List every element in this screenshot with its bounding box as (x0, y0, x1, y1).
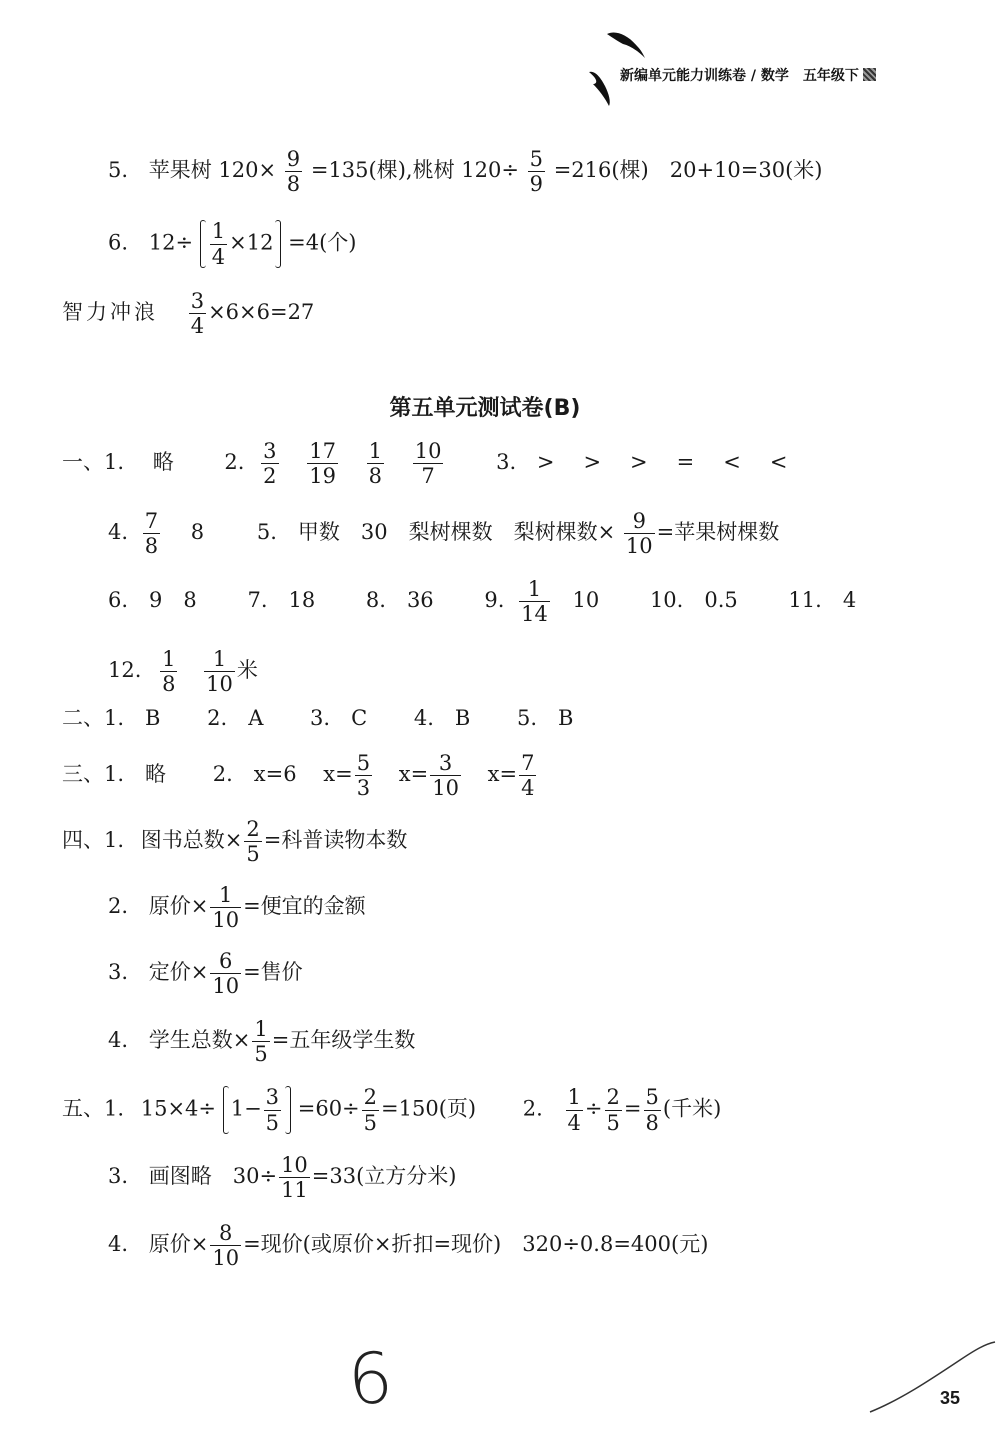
fraction: $\frac{1}{5}$ (254, 1017, 268, 1067)
fraction: $\frac{2}{5}$ (246, 817, 260, 867)
left-paren (200, 220, 206, 268)
s5-text: =150(页) (381, 1096, 477, 1121)
fraction: $\frac{5}{8}$ (645, 1085, 659, 1135)
s4-text: =便宜的金额 (243, 894, 366, 919)
s5-text: 画图略 30÷ (148, 1164, 278, 1189)
s1-row-2 (108, 510, 779, 557)
q5-label: 5. (108, 158, 129, 183)
s4-row-3 (108, 950, 303, 997)
q5-text-c: =216(棵) 20+10=30(米) (553, 158, 823, 183)
s5-text: 原价× (148, 1232, 209, 1257)
s2-text: 4. B (413, 706, 471, 730)
fraction: $\frac{2}{5}$ (606, 1085, 620, 1135)
right-paren (275, 220, 281, 268)
q5-text-a: 苹果树 120× (148, 158, 277, 183)
s1-text: 6. 9 8 (108, 588, 197, 613)
page-curve-decoration (860, 1340, 1000, 1420)
s1-text: 8. 36 (365, 588, 434, 613)
page-number: 35 (940, 1388, 961, 1408)
fraction: $\frac{10}{11}$ (281, 1153, 308, 1203)
s4-row-4 (108, 1018, 415, 1065)
fraction: $\frac{1}{8}$ (368, 439, 383, 489)
fraction: $\frac{2}{5}$ (363, 1085, 378, 1135)
fraction: $\frac{1}{4}$ (211, 219, 226, 269)
fraction: $\frac{1}{8}$ (162, 647, 176, 697)
q6-text-b: ×12 (229, 230, 274, 255)
s4-text: 原价× (148, 894, 209, 919)
s5-text: = (623, 1096, 642, 1121)
s4-text: 学生总数× (148, 1028, 251, 1053)
s1-text: > > > = < < (536, 450, 792, 475)
q6-text-c: =4(个) (288, 230, 357, 255)
s1-text: =苹果树棵数 (656, 520, 780, 545)
q6-text-a: 12÷ (148, 230, 194, 255)
fraction: $\frac{7}{8}$ (144, 509, 159, 559)
s3-text: x= (398, 762, 429, 787)
right-paren (285, 1086, 291, 1134)
s4-text: 3. (108, 960, 129, 985)
s1-text: 4. (108, 520, 129, 545)
fraction: $\frac{10}{7}$ (414, 439, 442, 489)
fraction: $\frac{3}{2}$ (263, 439, 277, 489)
s5-row-3 (108, 1154, 457, 1201)
s5-row-4 (108, 1222, 708, 1269)
fraction: $\frac{5}{9}$ (529, 147, 543, 197)
s1-row-4 (108, 648, 258, 695)
s3-row (62, 752, 538, 799)
fraction: $\frac{1}{14}$ (521, 577, 548, 627)
section-title: 第五单元测试卷(B) (389, 396, 581, 421)
fraction: $\frac{6}{10}$ (212, 949, 240, 999)
fraction: $\frac{1}{4}$ (567, 1085, 581, 1135)
s5-text: =现价(或原价×折扣=现价) 320÷0.8=400(元) (243, 1232, 709, 1257)
s5-text: 1− (230, 1096, 262, 1121)
s5-text: ÷ (584, 1096, 603, 1121)
handwritten-mark: 6 (345, 1336, 396, 1422)
s5-row-1 (62, 1086, 721, 1134)
s2-row (62, 708, 573, 729)
s4-text: 定价× (148, 960, 209, 985)
s1-label: 一、1. (62, 450, 125, 475)
s3-text: 2. x=6 (212, 762, 297, 787)
s5-text: =33(立方分米) (311, 1164, 457, 1189)
s5-label: 五、1. (62, 1096, 125, 1121)
fraction: $\frac{5}{3}$ (356, 751, 371, 801)
s1-text: 3. (496, 450, 517, 475)
answer-q5 (108, 148, 823, 195)
s4-text: =售价 (243, 960, 303, 985)
s2-label: 二、1. B (62, 706, 161, 730)
answer-q6 (108, 220, 356, 268)
bonus-text: ×6×6=27 (208, 300, 315, 325)
s2-text: 3. C (310, 706, 368, 730)
bonus-label: 智力冲浪 (62, 300, 158, 325)
bonus-answer (62, 290, 314, 337)
fraction: $\frac{17}{19}$ (309, 439, 336, 489)
fraction: $\frac{7}{4}$ (521, 751, 535, 801)
s1-text: 米 (236, 658, 258, 683)
s2-text: 2. A (207, 706, 264, 730)
s1-text: 10. 0.5 (649, 588, 738, 613)
s5-text: 4. (108, 1232, 129, 1257)
s3-text: x= (323, 762, 353, 787)
fraction: $\frac{9}{10}$ (625, 509, 653, 559)
s3-text: x= (487, 762, 518, 787)
s4-row-1 (62, 818, 407, 865)
s5-text: 2. (522, 1096, 543, 1121)
s1-text: 11. 4 (788, 588, 857, 613)
s4-text: =五年级学生数 (271, 1028, 416, 1053)
s4-text: 图书总数× (140, 828, 243, 853)
s4-row-2 (108, 884, 366, 931)
header-square-icon (863, 68, 876, 81)
fraction: $\frac{1}{10}$ (206, 647, 233, 697)
fraction: $\frac{3}{4}$ (190, 289, 205, 339)
header-text: 新编单元能力训练卷 / 数学 五年级下 (620, 68, 859, 84)
s1-text: 2. (224, 450, 245, 475)
s5-text: 3. (108, 1164, 129, 1189)
s1-text: 7. 18 (247, 588, 316, 613)
s4-text: 2. (108, 894, 129, 919)
s5-text: 15×4÷ (140, 1096, 217, 1121)
s3-label: 三、1. 略 (62, 762, 167, 787)
s5-text: (千米) (662, 1096, 722, 1121)
s1-text: 略 (152, 450, 174, 475)
s1-text: 10 (572, 588, 600, 613)
fraction: $\frac{9}{8}$ (286, 147, 301, 197)
s1-row-1 (62, 440, 791, 487)
fraction: $\frac{1}{10}$ (212, 883, 240, 933)
q5-text-b: =135(棵),桃树 120÷ (310, 158, 519, 183)
s2-text: 5. B (517, 706, 574, 730)
s4-text: =科普读物本数 (263, 828, 408, 853)
fraction: $\frac{3}{10}$ (432, 751, 459, 801)
fraction: $\frac{8}{10}$ (212, 1221, 240, 1271)
s1-text: 9. (484, 588, 505, 613)
left-paren (223, 1086, 229, 1134)
s1-text: 12. (108, 658, 142, 683)
fraction: $\frac{3}{5}$ (265, 1085, 280, 1135)
s1-text: 8 (190, 520, 205, 545)
q6-label: 6. (108, 230, 129, 255)
s4-label: 四、1. (62, 828, 125, 853)
s1-row-3 (108, 578, 856, 625)
s1-text: 5. 甲数 30 梨树棵数 梨树棵数× (256, 520, 616, 545)
page-header (620, 65, 876, 85)
s4-text: 4. (108, 1028, 129, 1053)
s5-text: =60÷ (297, 1096, 360, 1121)
